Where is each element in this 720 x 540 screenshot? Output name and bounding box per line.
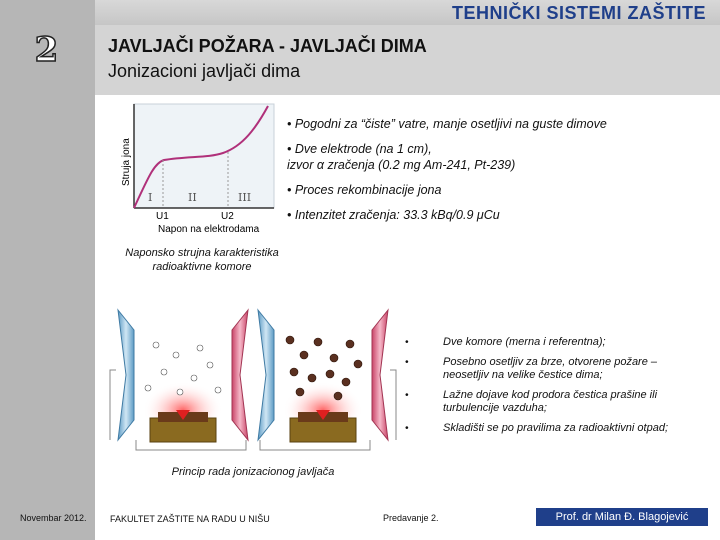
bullet-text: Skladišti se po pravilima za radioaktivni otpad; [443, 422, 669, 434]
top-strip [95, 0, 720, 25]
slide-number: 2 [34, 30, 60, 70]
slide-title: JAVLJAČI POŽARA - JAVLJAČI DIMA [108, 36, 427, 56]
bullet-item: • Dve elektrode (na 1 cm), izvor α zračenja (0.2 mg Am-241, Pt-239) [287, 142, 516, 172]
graph-caption: Naponsko strujna karakteristika radioaktivne komore [125, 247, 279, 273]
tick-u2: U2 [221, 211, 234, 222]
bullet-marker: • [405, 357, 409, 368]
ionization-chambers-illustration [108, 300, 398, 460]
iv-characteristic-graph [118, 98, 280, 238]
measuring-chamber [258, 310, 396, 450]
brand-title: TEHNIČKI SISTEMI ZAŠTITE [451, 3, 706, 23]
bullet-item: • Pogodni za “čiste” vatre, manje osetljivi na guste dimove [287, 117, 607, 131]
bullet-item: • Proces rekombinacije jona [287, 183, 442, 197]
tick-u1: U1 [156, 211, 169, 222]
chambers-caption: Princip rada jonizacionog javljača [171, 466, 335, 478]
footer-faculty: FAKULTET ZAŠTITE NA RADU U NIŠU [110, 514, 270, 524]
bullet-item [405, 356, 705, 382]
footer-lecture: Predavanje 2. [383, 513, 439, 523]
bullets-top [287, 116, 707, 232]
slide-subtitle: Jonizacioni javljači dima [108, 61, 301, 81]
bullet-item [405, 422, 705, 435]
bullet-item [405, 389, 705, 415]
bullet-marker: • [405, 337, 409, 348]
region-1-label: I [148, 191, 153, 204]
bullet-marker: • [405, 390, 409, 401]
x-axis-label: Napon na elektrodama [158, 224, 260, 235]
reference-chamber [110, 310, 248, 450]
bullet-text: Posebno osetljiv za brze, otvorene požare – neosetljiv na velike čestice dima; [443, 356, 658, 381]
footer-date: Novembar 2012. [20, 513, 87, 523]
left-band [0, 0, 95, 540]
y-axis-label: Struja jona [121, 138, 132, 186]
bullets-right [405, 336, 705, 442]
region-2-label: II [188, 191, 197, 204]
bullet-item: • Intenzitet zračenja: 33.3 kBq/0.9 μCu [287, 208, 500, 222]
bullet-text: Dve komore (merna i referentna); [443, 336, 606, 348]
region-3-label: III [238, 191, 252, 204]
bullet-text: Lažne dojave kod prodora čestica prašine ili turbulencije vazduha; [443, 389, 658, 414]
bullet-marker: • [405, 423, 409, 434]
footer-author: Prof. dr Milan Đ. Blagojević [536, 508, 708, 526]
bullet-item [405, 336, 705, 349]
